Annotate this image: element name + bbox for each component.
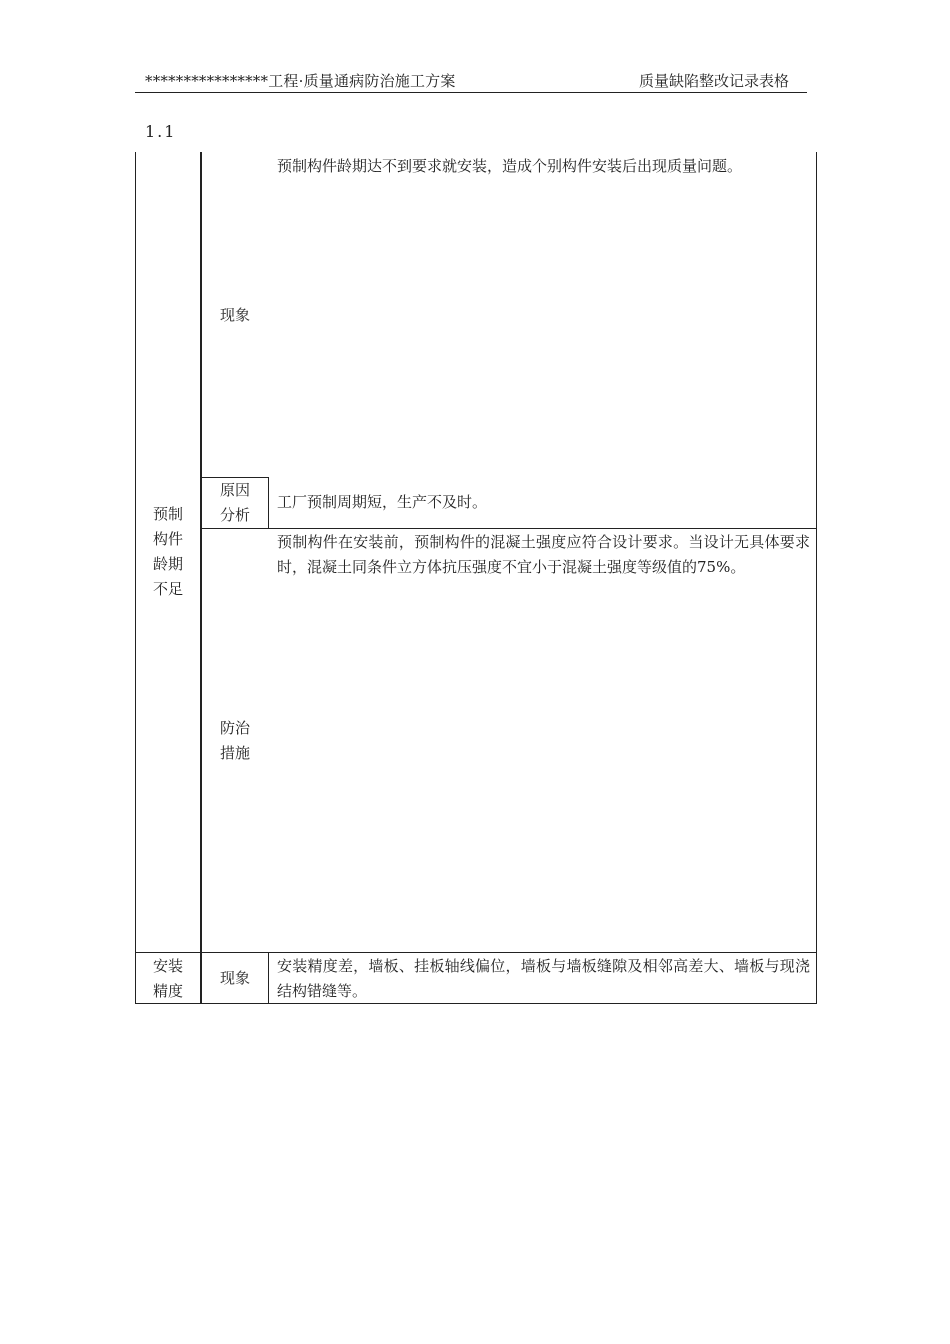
category-line: 龄期 [152,555,183,573]
category-line: 构件 [152,530,183,548]
category-line: 预制 [152,505,183,523]
category-line: 不足 [152,580,183,598]
category-divider [200,152,202,1004]
table-right-border [816,152,817,1004]
section-number: 1.1 [145,122,177,141]
document-title: 质量缺陷整改记录表格 [638,72,789,90]
label-phenomenon: 现象 [220,306,251,324]
prevention-measures-text: 预制构件在安装前，预制构件的混凝土强度应符合设计要求。当设计无具体要求时，混凝土同条件立方体抗压强度不宜小于混凝土强度等级值的75%。 [277,533,810,576]
row-divider-measures-top [202,528,817,529]
row-divider-install-top [135,952,817,953]
project-title: ****************工程·质量通病防治施工方案 [145,72,456,90]
defect-table [135,152,817,1004]
category-cell [136,954,200,1004]
category-cell [136,502,200,602]
phenomenon-text: 预制构件龄期达不到要求就安装，造成个别构件安装后出现质量问题。 [277,157,743,175]
label-prevention-measures: 防治 措施 [220,719,251,762]
label-phenomenon: 现象 [220,969,251,987]
install-phenomenon-text: 安装精度差，墙板、挂板轴线偏位，墙板与墙板缝隙及相邻高差大、墙板与现浇结构错缝等。 [277,957,810,1000]
label-cause-analysis: 原因 分析 [220,481,251,524]
cause-analysis-text: 工厂预制周期短，生产不及时。 [277,493,488,511]
category-line: 安装 [152,957,183,975]
page-header [135,70,807,93]
category-line: 精度 [152,982,183,1000]
